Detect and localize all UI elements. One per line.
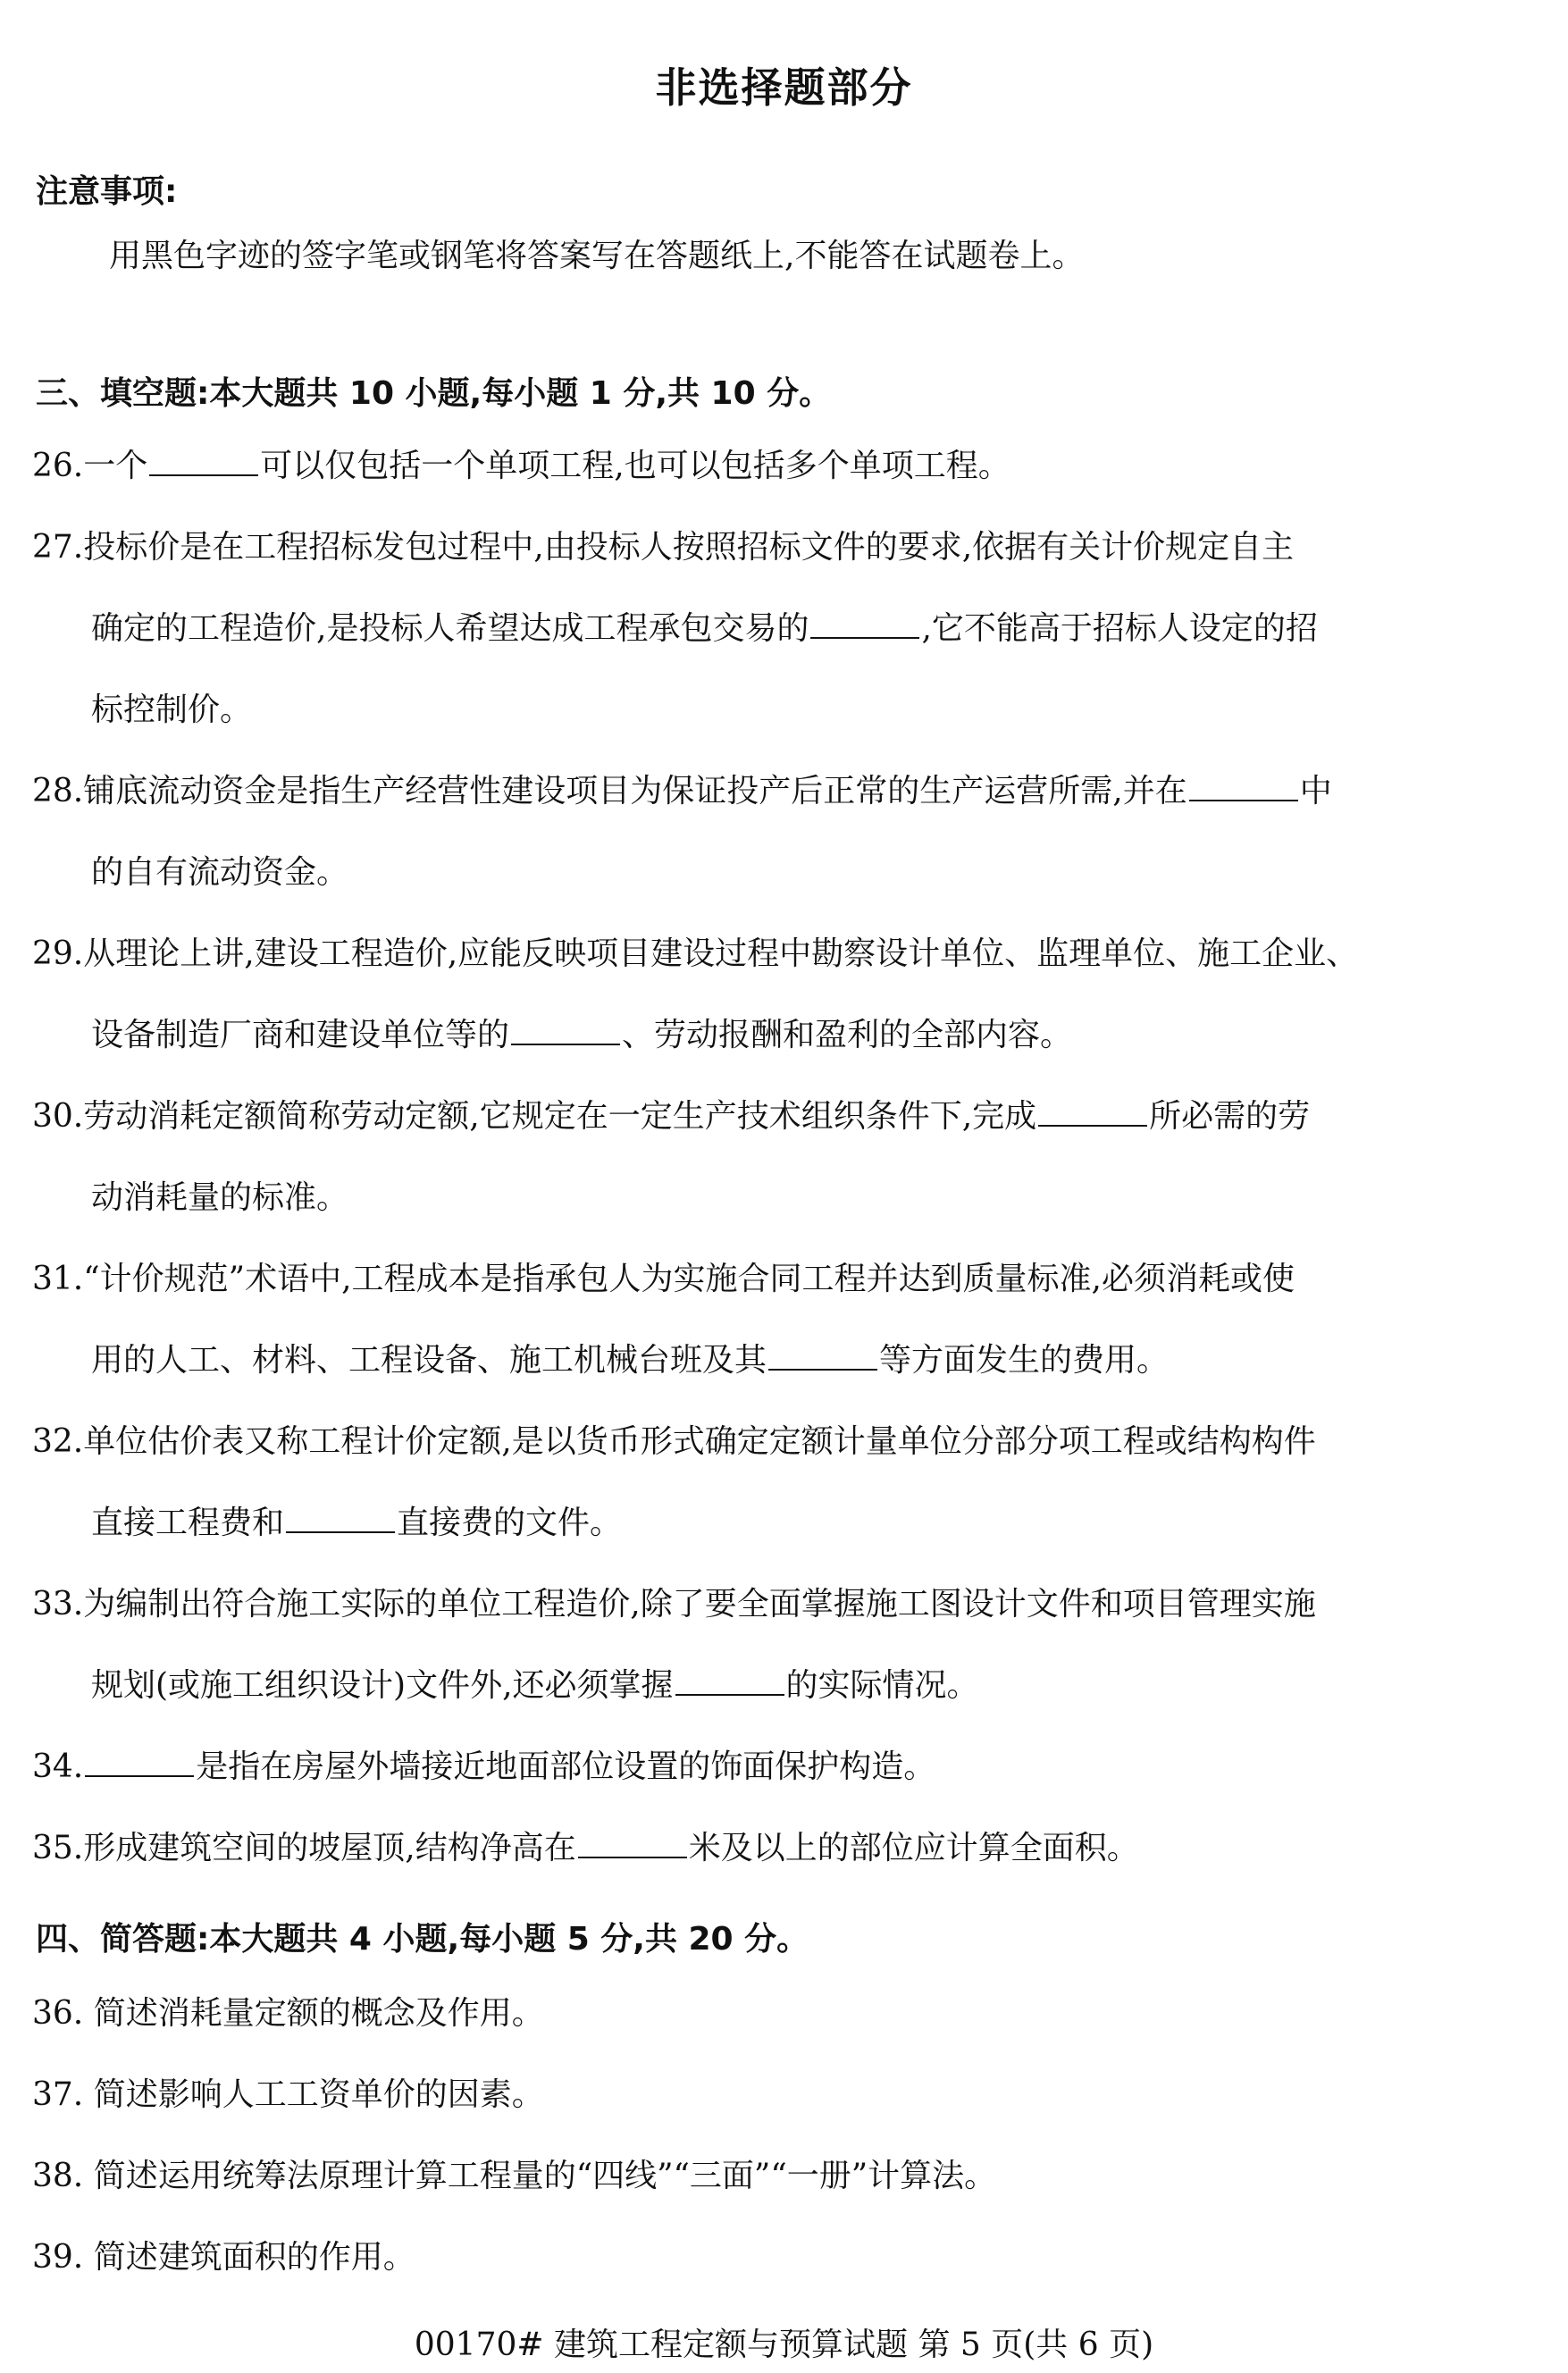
question-text: 的自有流动资金。 (91, 854, 349, 891)
question-text: 是指在房屋外墙接近地面部位设置的饰面保护构造。 (196, 1748, 936, 1785)
answer-blank (286, 1505, 395, 1533)
question-line (32, 1260, 1295, 1299)
question-text: 的实际情况。 (785, 1667, 979, 1704)
question-line (91, 609, 1318, 649)
section-heading-fill-in: 三、填空题:本大题共 10 小题,每小题 1 分,共 10 分。 (36, 375, 832, 412)
question-text: 直接工程费和 (91, 1505, 285, 1541)
question-text: 用的人工、材料、工程设备、施工机械台班及其 (91, 1342, 767, 1379)
question-number: 27. (32, 529, 84, 566)
question-text: 确定的工程造价,是投标人希望达成工程承包交易的 (91, 610, 809, 647)
question-line (32, 772, 1332, 811)
question-line (32, 528, 1294, 567)
question-number: 26. (32, 448, 84, 484)
question-line (32, 935, 1358, 974)
page-footer: 00170# 建筑工程定额与预算试题 第 5 页(共 6 页) (414, 2327, 1154, 2363)
short-answer-question (32, 1994, 544, 2033)
question-line (32, 1748, 935, 1787)
question-line (91, 1504, 622, 1543)
question-line (32, 1097, 1310, 1136)
question-line (91, 691, 252, 730)
question-text: 一个 (83, 448, 148, 484)
question-text: 简述运用统筹法原理计算工程量的“四线”“三面”“一册”计算法。 (93, 2158, 997, 2194)
question-number: 35. (32, 1830, 84, 1866)
question-line (91, 853, 348, 893)
question-text: 可以仅包括一个单项工程,也可以包括多个单项工程。 (260, 448, 1010, 484)
question-text: 动消耗量的标准。 (91, 1179, 349, 1216)
question-number: 31. (32, 1261, 84, 1297)
question-text: 中 (1299, 773, 1332, 809)
question-text: 投标价是在工程招标发包过程中,由投标人按照招标文件的要求,依据有关计价规定自主 (83, 529, 1295, 566)
question-text: 所必需的劳 (1149, 1098, 1311, 1135)
question-text: 劳动消耗定额简称劳动定额,它规定在一定生产技术组织条件下,完成 (83, 1098, 1037, 1135)
answer-blank (1189, 773, 1298, 801)
question-text: 设备制造厂商和建设单位等的 (91, 1017, 510, 1053)
short-answer-question (32, 2238, 415, 2277)
notice-label: 注意事项: (36, 173, 178, 210)
question-text: 简述消耗量定额的概念及作用。 (93, 1995, 544, 2032)
question-line (91, 1666, 979, 1706)
answer-blank (149, 448, 258, 476)
question-text: 、劳动报酬和盈利的全部内容。 (622, 1017, 1073, 1053)
answer-blank (810, 610, 919, 639)
question-number: 30. (32, 1098, 84, 1135)
question-number: 39. (32, 2239, 94, 2276)
question-line (91, 1178, 348, 1218)
question-text: 简述建筑面积的作用。 (93, 2239, 415, 2276)
question-text: 铺底流动资金是指生产经营性建设项目为保证投产后正常的生产运营所需,并在 (83, 773, 1187, 809)
question-line (91, 1341, 1169, 1380)
question-text: 为编制出符合施工实际的单位工程造价,除了要全面掌握施工图设计文件和项目管理实施 (83, 1586, 1316, 1623)
short-answer-question (32, 2157, 996, 2196)
question-text: 形成建筑空间的坡屋顶,结构净高在 (83, 1830, 576, 1866)
question-number: 38. (32, 2158, 94, 2194)
question-number: 32. (32, 1423, 84, 1460)
question-text: 简述影响人工工资单价的因素。 (93, 2076, 544, 2113)
question-line (32, 447, 1010, 486)
question-text: 规划(或施工组织设计)文件外,还必须掌握 (91, 1667, 674, 1704)
page-title: 非选择题部分 (655, 63, 913, 112)
question-text: 直接费的文件。 (397, 1505, 623, 1541)
question-line (91, 1016, 1072, 1055)
question-text: 米及以上的部位应计算全面积。 (688, 1830, 1139, 1866)
answer-blank (675, 1667, 784, 1696)
question-text: “计价规范”术语中,工程成本是指承包人为实施合同工程并达到质量标准,必须消耗或使 (83, 1261, 1295, 1297)
question-line (32, 1585, 1316, 1624)
question-number: 34. (32, 1748, 84, 1785)
question-line (32, 1422, 1316, 1462)
question-text: 标控制价。 (91, 692, 253, 728)
question-number: 37. (32, 2076, 94, 2113)
answer-blank (85, 1748, 194, 1777)
answer-blank (511, 1017, 620, 1045)
answer-blank (768, 1342, 877, 1371)
question-number: 36. (32, 1995, 94, 2032)
question-text: 从理论上讲,建设工程造价,应能反映项目建设过程中勘察设计单位、监理单位、施工企业、 (83, 935, 1359, 972)
question-number: 33. (32, 1586, 84, 1623)
answer-blank (578, 1830, 687, 1858)
question-number: 28. (32, 773, 84, 809)
question-text: 单位估价表又称工程计价定额,是以货币形式确定定额计量单位分部分项工程或结构构件 (83, 1423, 1316, 1460)
notice-text: 用黑色字迹的签字笔或钢笔将答案写在答题纸上,不能答在试题卷上。 (109, 238, 1085, 274)
answer-blank (1038, 1098, 1147, 1127)
question-number: 29. (32, 935, 84, 972)
question-text: 等方面发生的费用。 (879, 1342, 1170, 1379)
question-line (32, 1829, 1139, 1868)
short-answer-question (32, 2075, 544, 2115)
question-text: ,它不能高于招标人设定的招 (921, 610, 1318, 647)
section-heading-short-answer: 四、简答题:本大题共 4 小题,每小题 5 分,共 20 分。 (36, 1921, 809, 1958)
